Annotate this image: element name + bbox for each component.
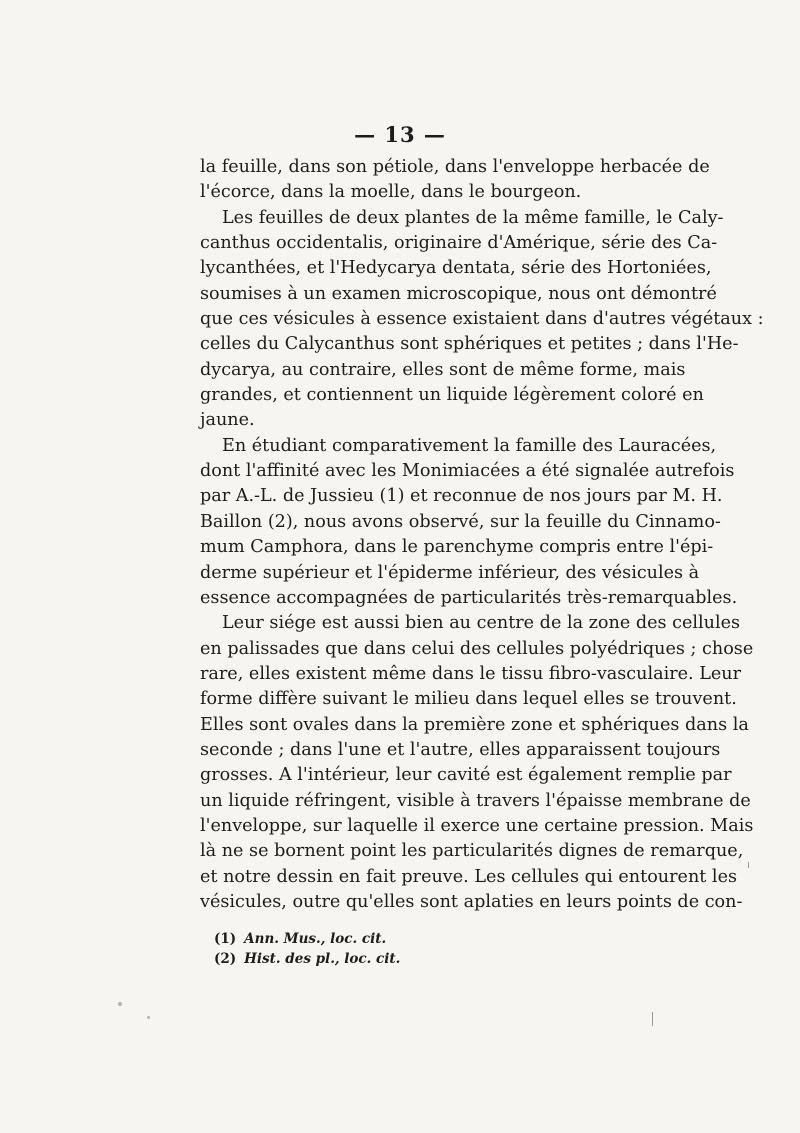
text-line: par A.-L. de Jussieu (1) et reconnue de nos jours par M. H. [200, 486, 723, 507]
text-line: seconde ; dans l'une et l'autre, elles apparaissent toujours [200, 739, 721, 760]
text-line: jaune. [200, 410, 255, 431]
text-line: soumises à un examen microscopique, nous ont démontré [200, 283, 717, 304]
text-line: lycanthées, et l'Hedycarya dentata, série des Hortoniées, [200, 258, 712, 279]
body-text [200, 155, 764, 915]
footnote [214, 949, 400, 969]
paper-mark [748, 862, 749, 868]
text-line: dont l'affinité avec les Monimiacées a été signalée autrefois [200, 461, 735, 482]
text-line: derme supérieur et l'épiderme inférieur, des vésicules à [200, 562, 700, 583]
text-line: en palissades que dans celui des cellules polyédriques ; chose [200, 638, 754, 659]
footnote-label: (2) [214, 951, 237, 967]
text-line: grosses. A l'intérieur, leur cavité est également remplie par [200, 765, 732, 786]
text-line: grandes, et contiennent un liquide légèrement coloré en [200, 385, 704, 406]
footnote-text: Ann. Mus., loc. cit. [244, 931, 387, 947]
footnote [214, 929, 400, 949]
text-line: la feuille, dans son pétiole, dans l'enveloppe herbacée de [200, 157, 710, 177]
text-line: mum Camphora, dans le parenchyme compris entre l'épi- [200, 537, 714, 558]
text-line: Baillon (2), nous avons observé, sur la feuille du Cinnamo- [200, 511, 721, 532]
text-line: dycarya, au contraire, elles sont de même forme, mais [200, 359, 686, 380]
text-line: que ces vésicules à essence existaient dans d'autres végétaux : [200, 309, 764, 330]
paper-speck [147, 1016, 150, 1019]
text-line: celles du Calycanthus sont sphériques et petites ; dans l'He- [200, 334, 739, 355]
text-line: l'enveloppe, sur laquelle il exerce une certaine pression. Mais [200, 815, 754, 836]
text-line: canthus occidentalis, originaire d'Amérique, série des Ca- [200, 233, 718, 254]
page-number: — 13 — [354, 122, 446, 147]
text-line: Elles sont ovales dans la première zone et sphériques dans la [200, 714, 749, 735]
text-line: forme diffère suivant le milieu dans lequel elles se trouvent. [200, 689, 737, 710]
text-line: En étudiant comparativement la famille des Lauracées, [222, 435, 717, 456]
text-line: un liquide réfringent, visible à travers l'épaisse membrane de [200, 790, 751, 811]
text-line: là ne se bornent point les particularités dignes de remarque, [200, 841, 744, 862]
text-line: Les feuilles de deux plantes de la même famille, le Caly- [222, 207, 724, 228]
text-line: et notre dessin en fait preuve. Les cellules qui entourent les [200, 866, 738, 887]
footnote-text: Hist. des pl., loc. cit. [244, 951, 401, 967]
text-line: Leur siége est aussi bien au centre de la zone des cellules [222, 613, 741, 634]
paper-mark [652, 1012, 653, 1026]
paper-speck [118, 1002, 122, 1006]
text-line: vésicules, outre qu'elles sont aplaties en leurs points de con- [200, 891, 743, 912]
text-line: rare, elles existent même dans le tissu fibro-vasculaire. Leur [200, 663, 742, 684]
footnote-label: (1) [214, 931, 237, 947]
text-line: l'écorce, dans la moelle, dans le bourgeon. [200, 182, 582, 203]
footnotes [214, 929, 400, 969]
text-line: essence accompagnées de particularités très-remarquables. [200, 587, 738, 608]
